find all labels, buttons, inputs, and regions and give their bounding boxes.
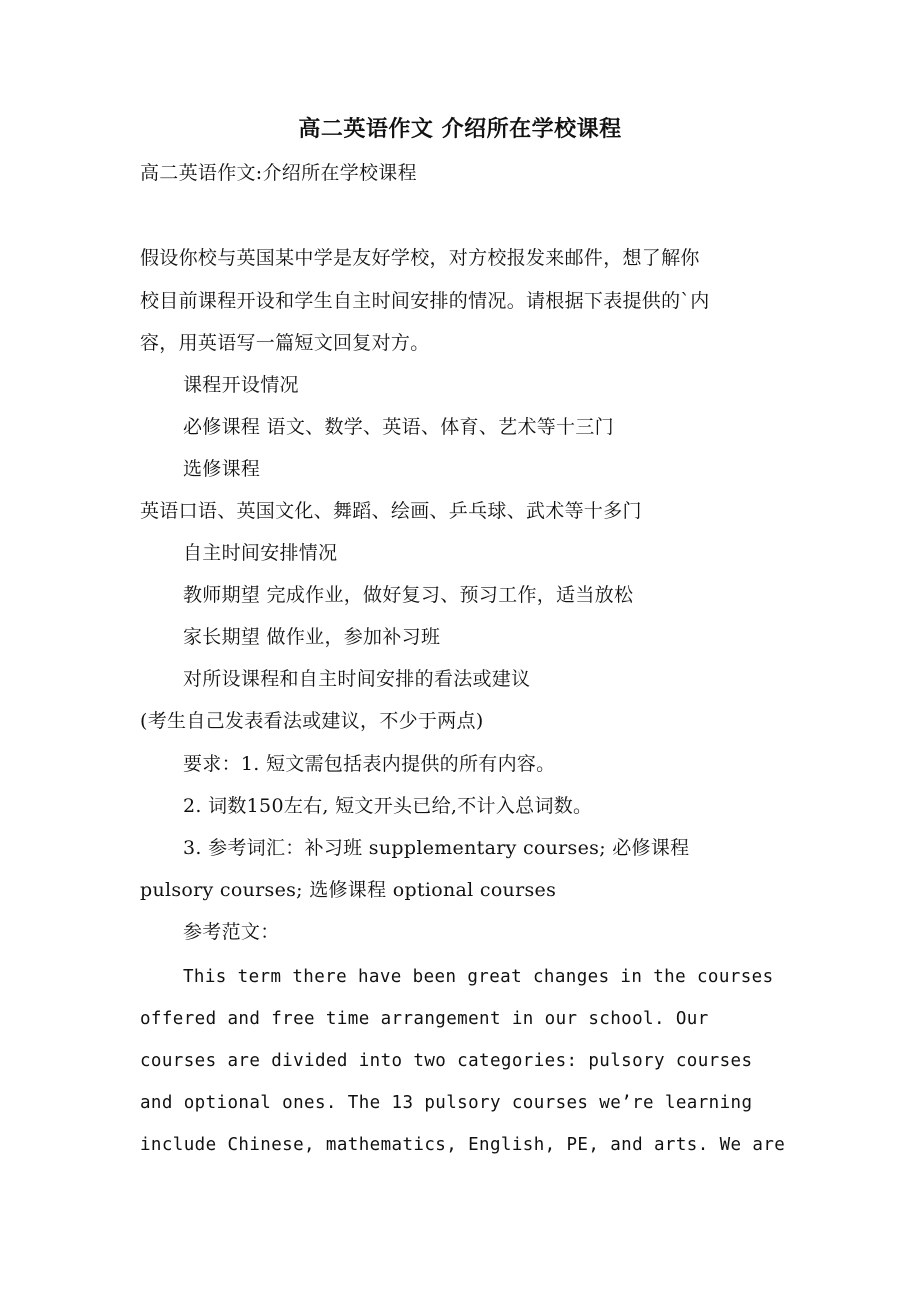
prompt-line: 容，用英语写一篇短文回复对方。 [140,332,430,354]
requirement-2: 2. 词数150左右, 短文开头已给,不计入总词数。 [183,795,593,817]
prompt-line: 假设你校与英国某中学是友好学校，对方校报发来邮件，想了解你 [140,247,700,269]
table-row-parent: 家长期望 做作业，参加补习班 [183,626,441,648]
essay-line: offered and free time arrangement in our school. Our [140,1009,709,1029]
table-section-note: (考生自己发表看法或建议，不少于两点) [140,710,484,732]
requirement-3-continued: pulsory courses; 选修课程 optional courses [140,879,557,901]
essay-line: and optional ones. The 13 pulsory courses we’re learning [140,1093,753,1113]
prompt-line: 校目前课程开设和学生自主时间安排的情况。请根据下表提供的`内 [140,290,710,312]
essay-line: include Chinese, mathematics, English, PE, and arts. We are [140,1135,786,1155]
table-row-teacher: 教师期望 完成作业，做好复习、预习工作，适当放松 [183,584,634,606]
table-row-elective-content: 英语口语、英国文化、舞蹈、绘画、乒乓球、武术等十多门 [140,500,642,522]
sample-essay-label: 参考范文： [183,921,280,943]
essay-line: This term there have been great changes in the courses [183,967,774,987]
table-section-title: 课程开设情况 [183,374,299,396]
document-title: 高二英语作文 介绍所在学校课程 [298,116,622,142]
table-section-title: 对所设课程和自主时间安排的看法或建议 [183,668,531,690]
table-section-title: 自主时间安排情况 [183,542,338,564]
requirement-1: 要求：1. 短文需包括表内提供的所有内容。 [183,753,556,775]
requirement-3: 3. 参考词汇：补习班 supplementary courses; 必修课程 [183,837,690,859]
table-row-required: 必修课程 语文、数学、英语、体育、艺术等十三门 [183,416,614,438]
essay-line: courses are divided into two categories: pulsory courses [140,1051,753,1071]
table-row-elective-label: 选修课程 [183,458,261,480]
document-subtitle: 高二英语作文:介绍所在学校课程 [140,162,417,184]
